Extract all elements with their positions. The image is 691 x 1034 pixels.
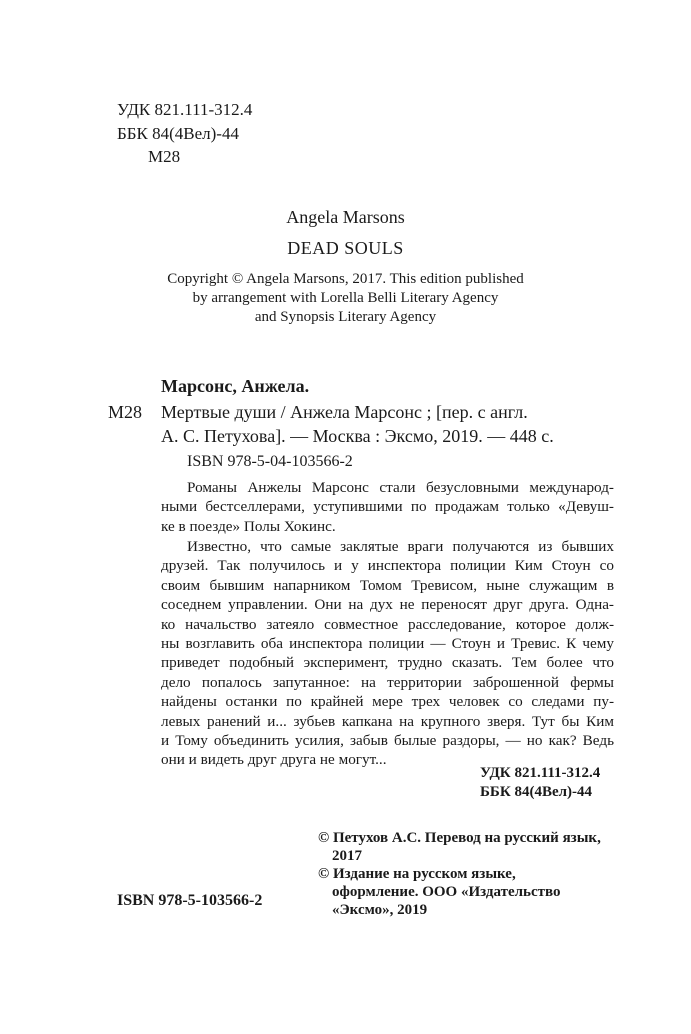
annotation-line: и Тому объединить усилия, забыв былые раздоры, — но как? Ведь [161,732,614,750]
annotation-line: они и видеть друг друга не могут... [161,751,387,769]
annotation-line: Романы Анжелы Марсонс стали безусловными международ- [187,479,614,496]
annotation-paragraph-2 [161,537,614,770]
annotation-line: дело попалось запутанное: на территории заброшенной фермы [161,673,614,691]
original-title: DEAD SOULS [287,238,404,258]
annotation-line: друзей. Так получилось и у инспектора полиции Ким Стоун со [161,557,614,575]
translation-copyright-line2: 2017 [332,848,362,864]
catalog-isbn: ISBN 978-5-04-103566-2 [187,453,353,470]
author-mark-top: М28 [148,147,181,166]
translation-copyright-line1: © Петухов А.С. Перевод на русский язык, [318,830,601,846]
annotation-line: найдены останки по крайней мере трех человек со следами пу- [161,693,614,711]
annotation-line: своим бывшим напарником Томом Тревисом, ныне служащим в [161,576,614,594]
copyright-line: Copyright © Angela Marsons, 2017. This edition published [167,271,524,287]
original-copyright [0,270,691,327]
edition-copyright [318,865,561,919]
catalog-description-line1: Мертвые души / Анжела Марсонс ; [пер. с англ. [161,402,528,422]
annotation-line: ко начальство затеяло совместное расследование, которое долж- [161,615,614,633]
annotation-paragraph-1 [161,478,614,536]
copyright-line: and Synopsis Literary Agency [254,309,437,325]
udk-code-top: УДК 821.111-312.4 [117,100,253,119]
annotation-line: левых ранений и... зубьев капкана на крупного зверя. Тут бы Ким [161,712,614,730]
annotation-line: ными бестселлерами, уступившими по продажам только «Девуш- [161,498,614,516]
catalog-heading: Марсонс, Анжела. [161,376,310,396]
edition-copyright-line1: © Издание на русском языке, [318,866,516,882]
edition-copyright-line2: оформление. ООО «Издательство [332,884,561,900]
annotation-line: Известно, что самые заклятые враги получаются из бывших [187,538,614,555]
isbn-bottom: ISBN 978-5-103566-2 [117,892,263,909]
copyright-line: by arrangement with Lorella Belli Literary Agency [192,290,499,306]
bbk-code-bottom: ББК 84(4Вел)-44 [480,784,593,800]
udk-code-bottom: УДК 821.111-312.4 [480,765,601,781]
annotation-line: ке в поезде» Полы Хокинс. [161,517,336,535]
translation-copyright [318,829,601,865]
original-author: Angela Marsons [286,207,405,227]
catalog-author-mark: М28 [108,402,143,422]
catalog-description-line2: А. С. Петухова]. — Москва : Эксмо, 2019. — 448 с. [161,426,554,446]
annotation-line: приведет подобный эксперимент, трудно сказать. Тем более что [161,654,614,672]
bbk-code-top: ББК 84(4Вел)-44 [117,124,239,143]
edition-copyright-line3: «Эксмо», 2019 [332,902,428,918]
annotation-line: соседнем управлении. Они на дух не переносят друг друга. Одна- [161,596,614,614]
annotation-line: ны возглавить оба инспектора полиции — Стоун и Тревис. К чему [161,635,614,653]
